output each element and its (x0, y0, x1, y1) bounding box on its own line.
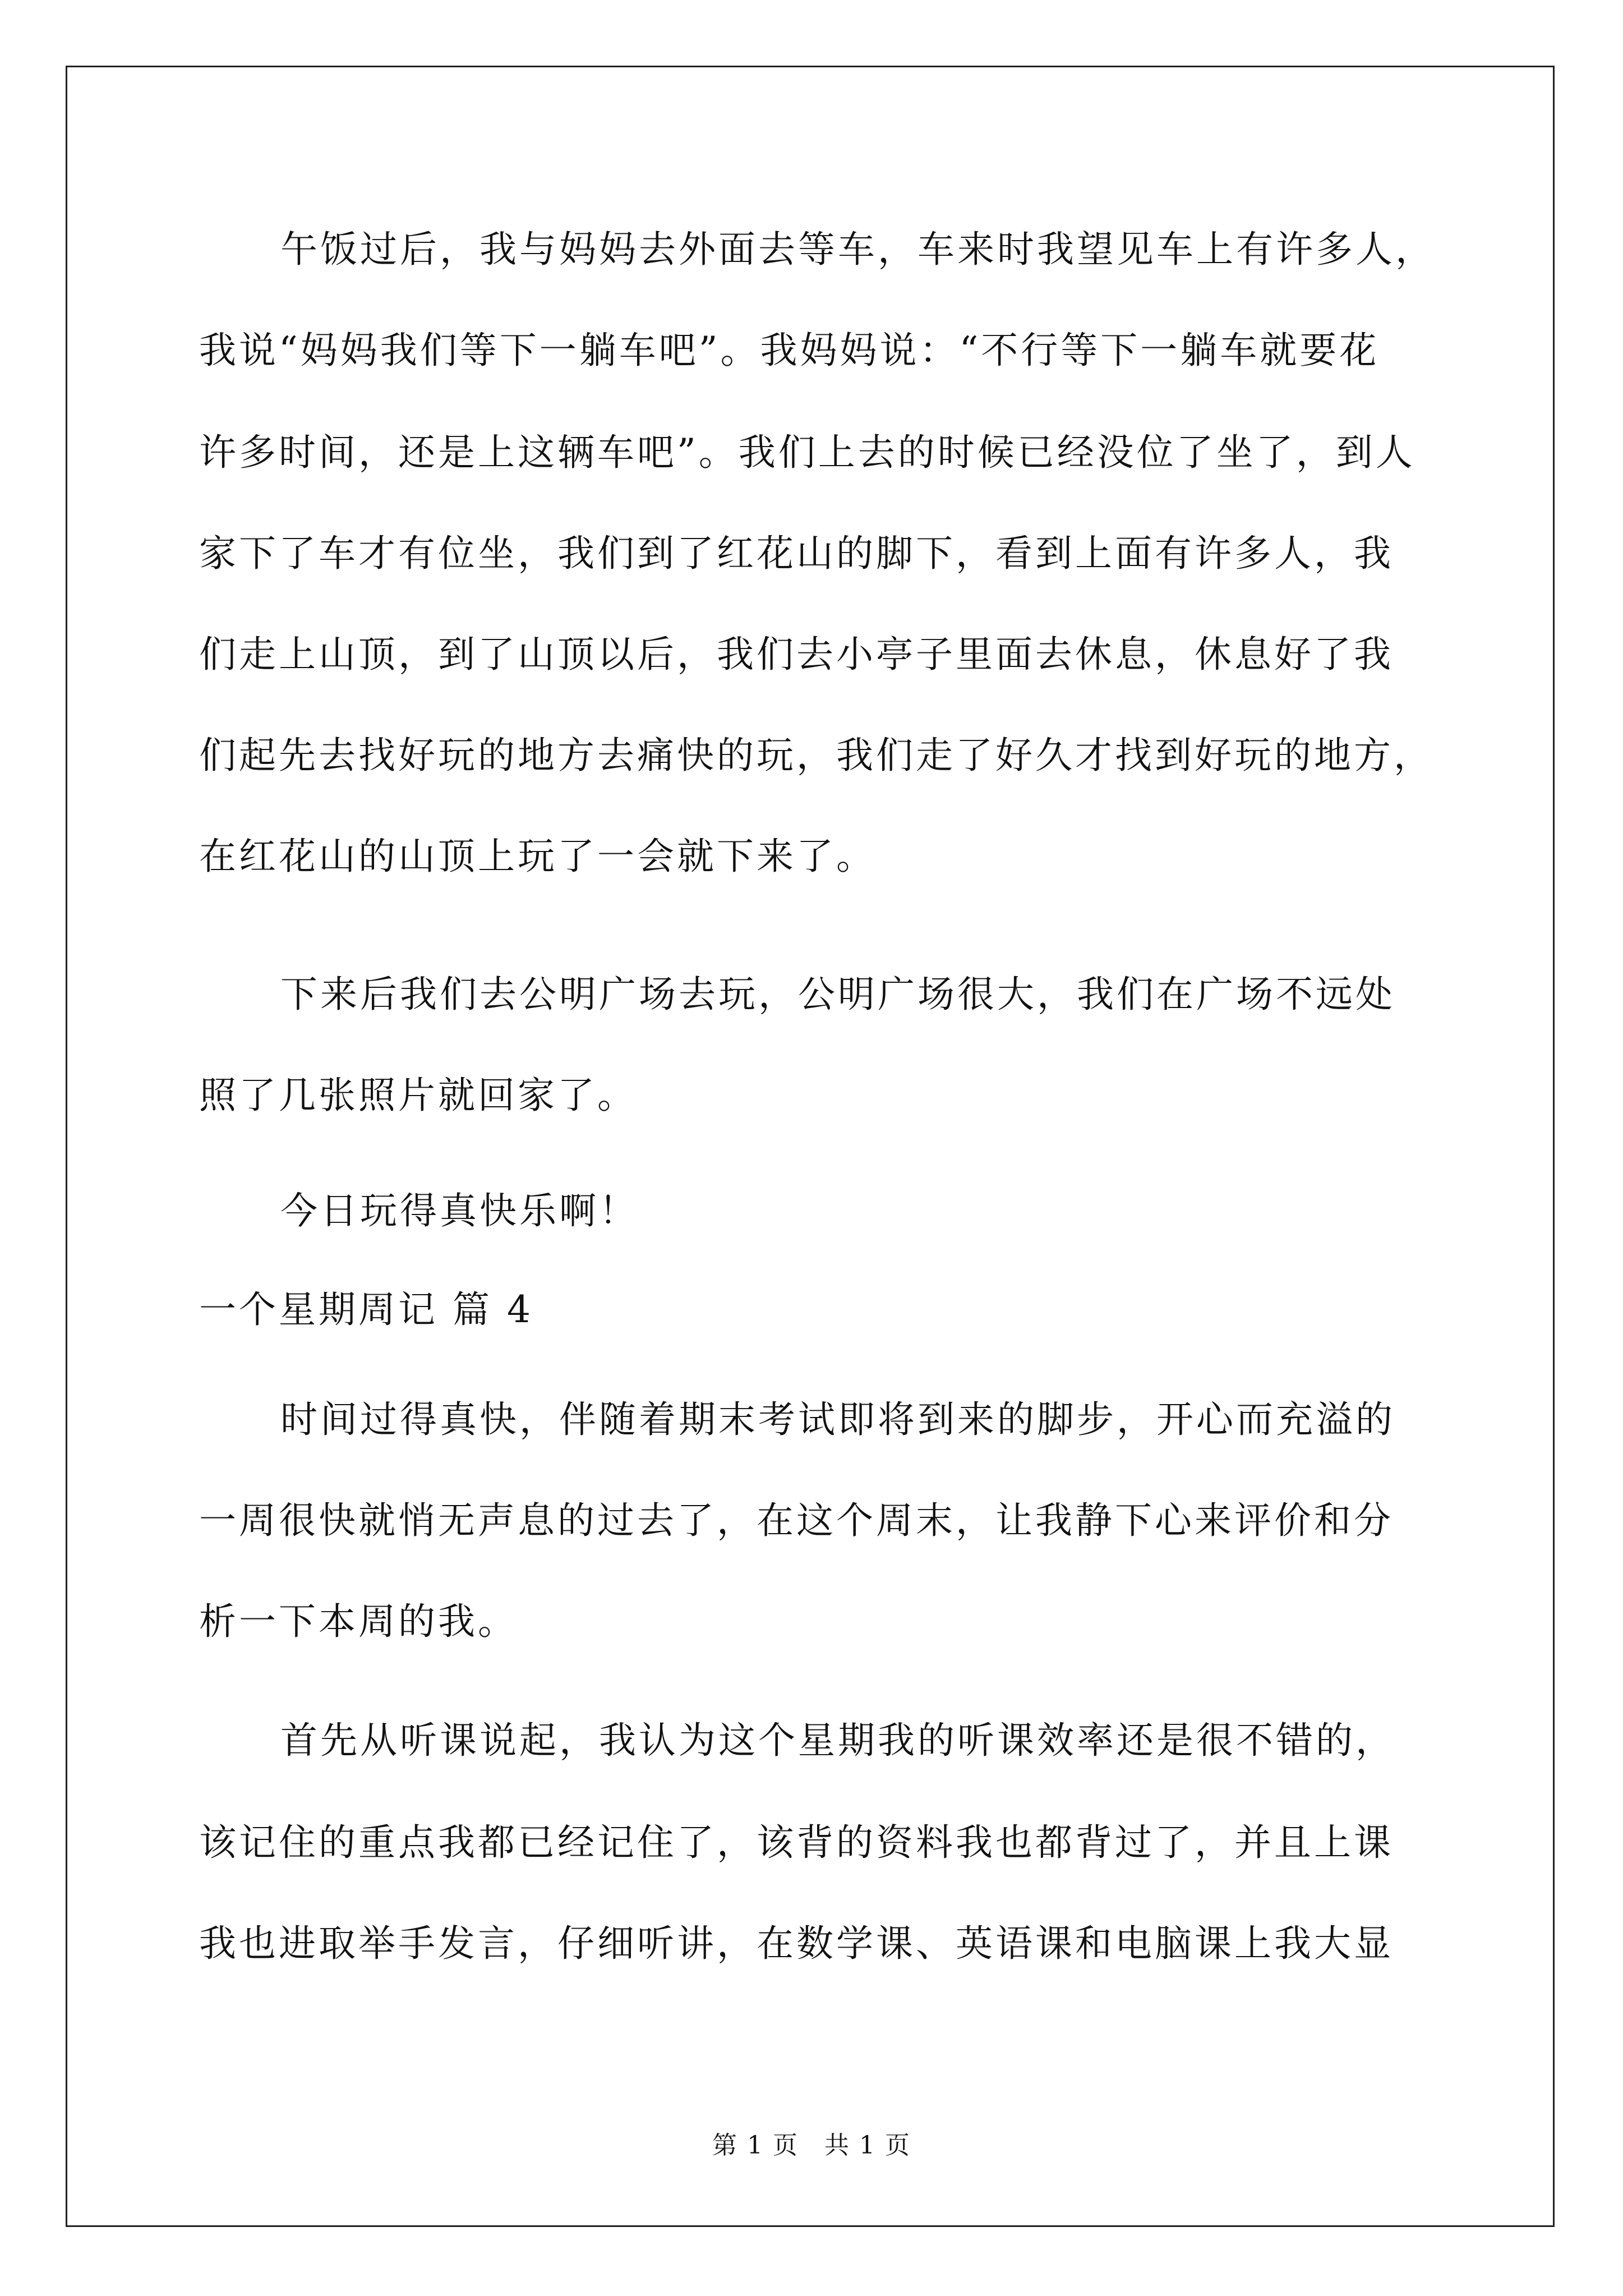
page-border (66, 66, 1555, 2227)
paragraph-line: 照了几张照片就回家了。 (199, 1074, 637, 1117)
paragraph-line: 在红花山的山顶上玩了一会就下来了。 (199, 835, 876, 878)
paragraph-line: 们走上山顶，到了山顶以后，我们去小亭子里面去休息，休息好了我 (199, 633, 1394, 676)
paragraph-line: 该记住的重点我都已经记住了，该背的资料我也都背过了，并且上课 (199, 1821, 1394, 1864)
page-number: 第 1 页 共 1 页 (712, 2131, 911, 2160)
section-heading: 一个星期周记 篇 4 (199, 1288, 533, 1331)
paragraph-line: 一周很快就悄无声息的过去了，在这个周末，让我静下心来评价和分 (199, 1499, 1394, 1542)
paragraph-line: 下来后我们去公明广场去玩，公明广场很大，我们在广场不远处 (280, 973, 1395, 1016)
paragraph-line: 家下了车才有位坐，我们到了红花山的脚下，看到上面有许多人，我 (199, 532, 1394, 575)
paragraph-line: 们起先去找好玩的地方去痛快的玩，我们走了好久才找到好玩的地方， (199, 734, 1433, 777)
paragraph-line: 首先从听课说起，我认为这个星期我的听课效率还是很不错的， (280, 1719, 1395, 1762)
paragraph-line: 午饭过后，我与妈妈去外面去等车，车来时我望见车上有许多人， (280, 228, 1435, 271)
paragraph-line: 时间过得真快，伴随着期末考试即将到来的脚步，开心而充溢的 (280, 1398, 1395, 1441)
paragraph-line: 我也进取举手发言，仔细听讲，在数学课、英语课和电脑课上我大显 (199, 1922, 1394, 1965)
paragraph-line: 今日玩得真快乐啊！ (280, 1189, 639, 1232)
paragraph-line: 析一下本周的我。 (199, 1600, 518, 1643)
paragraph-line: 许多时间，还是上这辆车吧”。我们上去的时候已经没位了坐了，到人 (199, 431, 1415, 474)
paragraph-line: 我说“妈妈我们等下一躺车吧”。我妈妈说：“不行等下一躺车就要花 (199, 329, 1380, 372)
